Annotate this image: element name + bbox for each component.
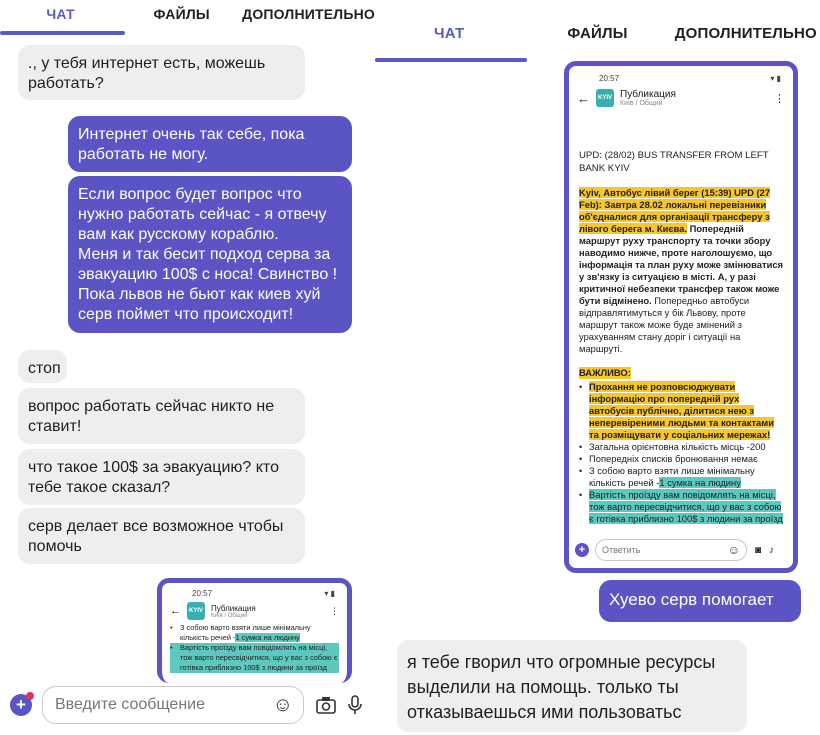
status-bar: 20:57 ▾ ▮ [599,74,781,83]
tab-bar [375,25,820,47]
tab-files[interactable]: ФАЙЛЫ [567,25,628,42]
document-heading: UPD: (28/02) BUS TRANSFER FROM LEFT BANK KYIV [579,150,769,174]
tab-active-indicator [0,31,125,35]
channel-header [569,89,793,107]
thumb-document-excerpt: • З собою варто взяти лише мінімальну кількість речей -1 сумка на людину • Вартість проїзду вам повідомлять на місці, тож варто пересвідчитися, що у вас з собою є готівка приблизно 100$ з людини за проїзд [162,623,347,673]
camera-icon[interactable]: ◙ [755,544,762,556]
add-attachment-button[interactable]: + [575,543,589,557]
back-arrow-icon: ← [577,90,590,106]
tab-bar [0,6,375,28]
reply-composer [575,538,791,562]
message-bubble-outgoing[interactable]: Если вопрос будет вопрос что нужно работать сейчас - я отвечу вам как русскому кораблю. Меня и так бесит подход серва за эвакуацию 100$ с носа! Свинство ! Пока львов не бьют как киев хуй серв поймет что происходит! [68,176,352,333]
document-paragraph: Kyiv, Автобус лівий берег (15:39) UPD (27 Feb): Завтра 28.02 локальні перевізники об'єдналися для організації трансферу з лівого берега м. Києва. Попередній маршрут руху транспорту та точки збору наводимо нижче, проте наголошуємо, що інформація та план руху може змінюватися у зв'язку із ситуацією в місті. А, у разі критичної небезпеки трансфер також може бути відмінено. Попередньо автобуси відправлятимуться у бік Львову, проте маршрут також може буде змінений з урахуванням стану доріг і ситуації на маршруті. [579,187,784,354]
image-attachment[interactable] [564,61,798,573]
left-chat-screen [0,0,375,735]
tab-chat[interactable]: ЧАТ [433,25,465,42]
thumb-channel-header [162,602,347,620]
right-chat-screen [375,0,820,735]
more-vert-icon: ⋮ [774,92,785,105]
tab-more[interactable]: ДОПОЛНИТЕЛЬНО [242,6,375,22]
image-attachment-thumbnail[interactable] [157,578,352,683]
message-bubble-outgoing[interactable]: Хуево серв помогает [599,580,801,622]
microphone-icon[interactable]: ♪ [769,544,775,556]
message-composer [10,684,370,726]
message-bubble-incoming[interactable]: я тебе гворил что огромные ресурсы выделили на помощь. только ты отказываешься ими пользоватьс [397,640,747,732]
channel-subtitle: Київ / Общий [620,100,663,107]
microphone-icon[interactable] [348,695,362,715]
thumb-status-bar: 20:57 ▾ ▮ [192,589,335,598]
more-vert-icon: ⋮ [330,605,339,616]
back-arrow-icon: ← [170,605,181,617]
tab-more[interactable]: ДОПОЛНИТЕЛЬНО [674,25,817,42]
important-heading: ВАЖЛИВО: [579,367,631,378]
tab-active-indicator [375,58,527,62]
message-bubble-incoming[interactable]: серв делает все возможное чтобы помочь [18,508,305,564]
channel-title: Публикация [620,89,676,100]
channel-logo: KYIV [187,602,205,620]
message-bubble-incoming[interactable]: стоп [18,350,67,383]
document-bullets: • Прохання не розповсюджувати інформацію про попередній рух автобусів публічно, ділитися нею з неперевіреними людьми та контактами та розміщувати у соціальних мережах! • Загальна орієнтовна кількість місць -200 • Попередніх списків бронювання немає • З собою варто взяти лише мінімальну кількість речей -1 сумка на людину • Вартість проїзду вам повідомлять на місці, тож варто пересвідчитися, що у вас з собою є готівка приблизно 100$ з людини за проїзд [579,381,783,525]
message-bubble-incoming[interactable]: ., у тебя интернет есть, можешь работать? [18,45,305,100]
tab-files[interactable]: ФАЙЛЫ [153,6,210,22]
tab-chat[interactable]: ЧАТ [46,6,75,22]
message-bubble-outgoing[interactable]: Интернет очень так себе, пока работать не могу. [68,116,352,172]
message-bubble-incoming[interactable]: что такое 100$ за эвакуацию? кто тебе такое сказал? [18,449,305,505]
emoji-icon[interactable]: ☺ [727,543,740,557]
thumb-channel-title: Публикация [211,603,256,613]
reply-input[interactable]: Ответить ☺ [595,539,747,561]
thumb-channel-subtitle: Київ / Общий [211,612,248,619]
message-input[interactable]: Введите сообщение ☺ [42,686,304,724]
message-bubble-incoming[interactable]: вопрос работать сейчас никто не ставит! [18,388,305,444]
channel-logo: KYIV [596,89,614,107]
emoji-icon[interactable]: ☺ [272,693,293,716]
camera-icon[interactable] [316,696,336,714]
document-text [569,149,793,525]
notification-dot [26,692,34,700]
add-attachment-button[interactable]: + [10,694,32,716]
